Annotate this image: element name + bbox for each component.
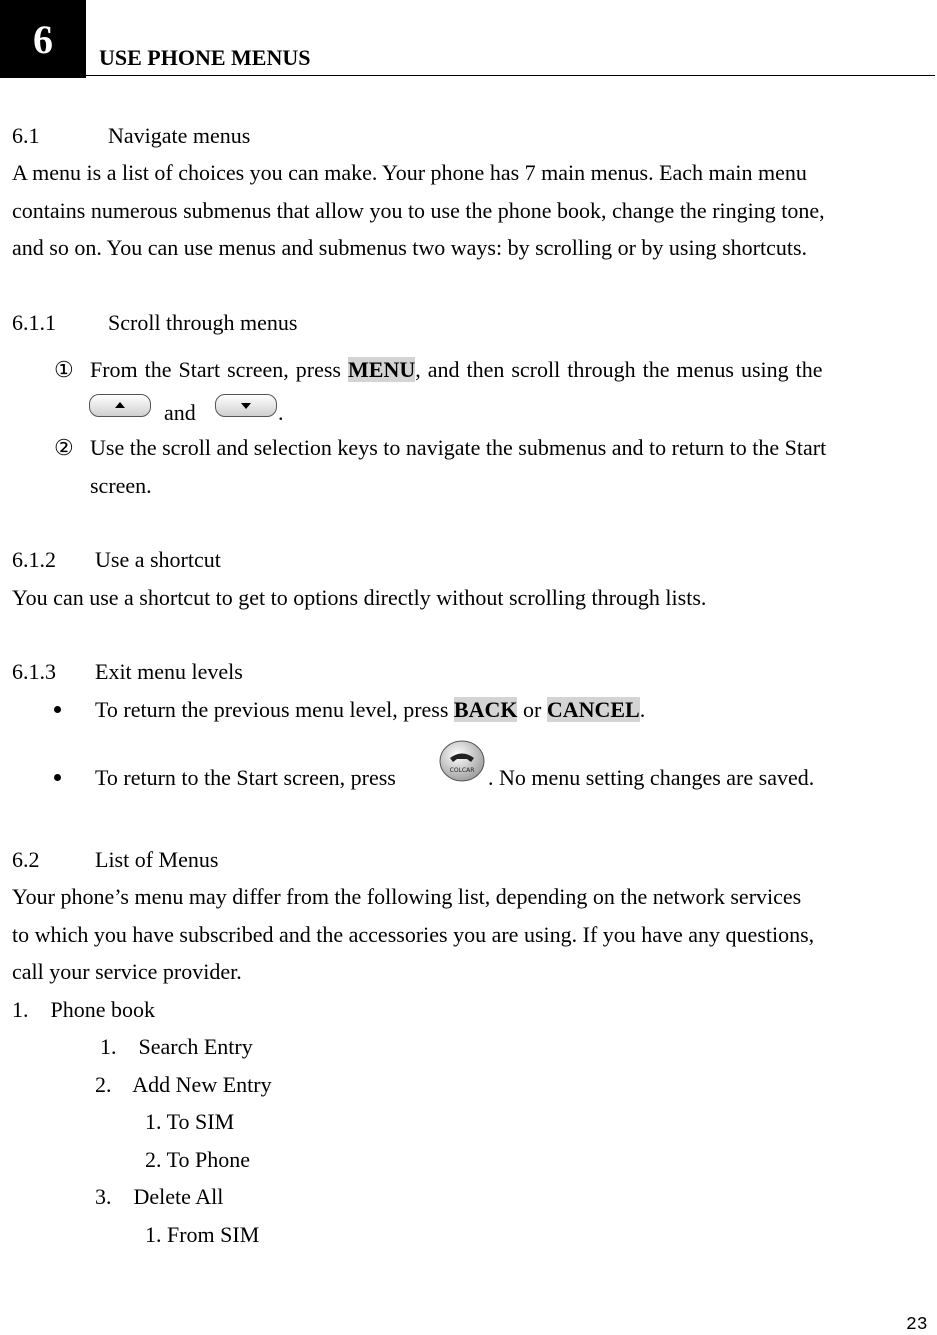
end-call-key-label: COLCAR xyxy=(449,767,475,774)
step-1-pre: From the Start screen, press xyxy=(90,357,341,382)
page-number: 23 xyxy=(906,1315,928,1335)
section-6-1-2-number: 6.1.2 xyxy=(12,547,56,572)
submenu-add-new-entry: 2. Add New Entry xyxy=(95,1072,272,1097)
submenu-to-sim: 1. To SIM xyxy=(145,1109,235,1134)
step-2-marker: ② xyxy=(54,435,74,460)
section-6-1-number: 6.1 xyxy=(12,123,40,148)
section-6-2-line-2: to which you have subscribed and the accessories you are using. If you have any questions, xyxy=(12,922,815,947)
step-2-line-1: Use the scroll and selection keys to navigate the submenus and to return to the Start xyxy=(90,435,827,460)
menu-item-phone-book: 1. Phone book xyxy=(12,997,155,1022)
section-6-2-number: 6.2 xyxy=(12,847,40,872)
end-call-key-icon xyxy=(438,739,486,789)
cancel-key-label: CANCEL xyxy=(546,697,640,722)
step-2-line-2: screen. xyxy=(90,473,152,498)
bullet-1-post: . xyxy=(639,697,646,722)
chapter-title: USE PHONE MENUS xyxy=(99,45,311,70)
scroll-up-key-icon xyxy=(89,394,151,417)
submenu-from-sim: 1. From SIM xyxy=(145,1222,260,1247)
submenu-search-entry: 1. Search Entry xyxy=(100,1034,253,1059)
bullet-icon xyxy=(54,706,61,713)
menu-key-label: MENU xyxy=(348,357,416,382)
submenu-delete-all: 3. Delete All xyxy=(95,1184,224,1209)
step-1-marker: ① xyxy=(54,357,74,382)
chapter-rule xyxy=(86,75,935,76)
section-6-1-line-2: contains numerous submenus that allow you to use the phone book, change the ringing tone, xyxy=(12,198,825,223)
section-6-1-1-number: 6.1.1 xyxy=(12,310,56,335)
section-6-1-line-1: A menu is a list of choices you can make. Your phone has 7 main menus. Each main menu xyxy=(12,160,807,185)
step-1-post: , and then scroll through the menus using the xyxy=(415,357,823,382)
chapter-number: 6 xyxy=(33,16,53,62)
bullet-1-text xyxy=(95,699,645,721)
scroll-down-key-icon xyxy=(215,394,277,417)
step-1-period: . xyxy=(278,400,284,425)
submenu-to-phone: 2. To Phone xyxy=(145,1147,251,1172)
section-6-1-2-text: You can use a shortcut to get to options directly without scrolling through lists. xyxy=(12,585,707,610)
step-1-line-1 xyxy=(90,359,823,381)
bullet-1-mid: or xyxy=(522,697,542,722)
section-6-1-title: Navigate menus xyxy=(108,123,251,148)
chapter-number-box xyxy=(0,0,86,78)
bullet-2-pre: To return to the Start screen, press xyxy=(95,765,396,790)
bullet-2-post: . No menu setting changes are saved. xyxy=(488,765,815,790)
section-6-2-title: List of Menus xyxy=(95,847,219,872)
section-6-1-2-title: Use a shortcut xyxy=(95,547,221,572)
section-6-1-3-title: Exit menu levels xyxy=(95,659,243,684)
section-6-2-line-3: call your service provider. xyxy=(12,959,242,984)
bullet-icon xyxy=(54,774,61,781)
back-key-label: BACK xyxy=(453,697,518,722)
section-6-1-3-number: 6.1.3 xyxy=(12,659,56,684)
step-1-and: and xyxy=(164,400,196,425)
section-6-1-line-3: and so on. You can use menus and submenus two ways: by scrolling or by using shortcuts. xyxy=(12,235,808,260)
section-6-2-line-1: Your phone’s menu may differ from the following list, depending on the network services xyxy=(12,884,802,909)
bullet-1-pre: To return the previous menu level, press xyxy=(95,697,449,722)
section-6-1-1-title: Scroll through menus xyxy=(108,310,298,335)
